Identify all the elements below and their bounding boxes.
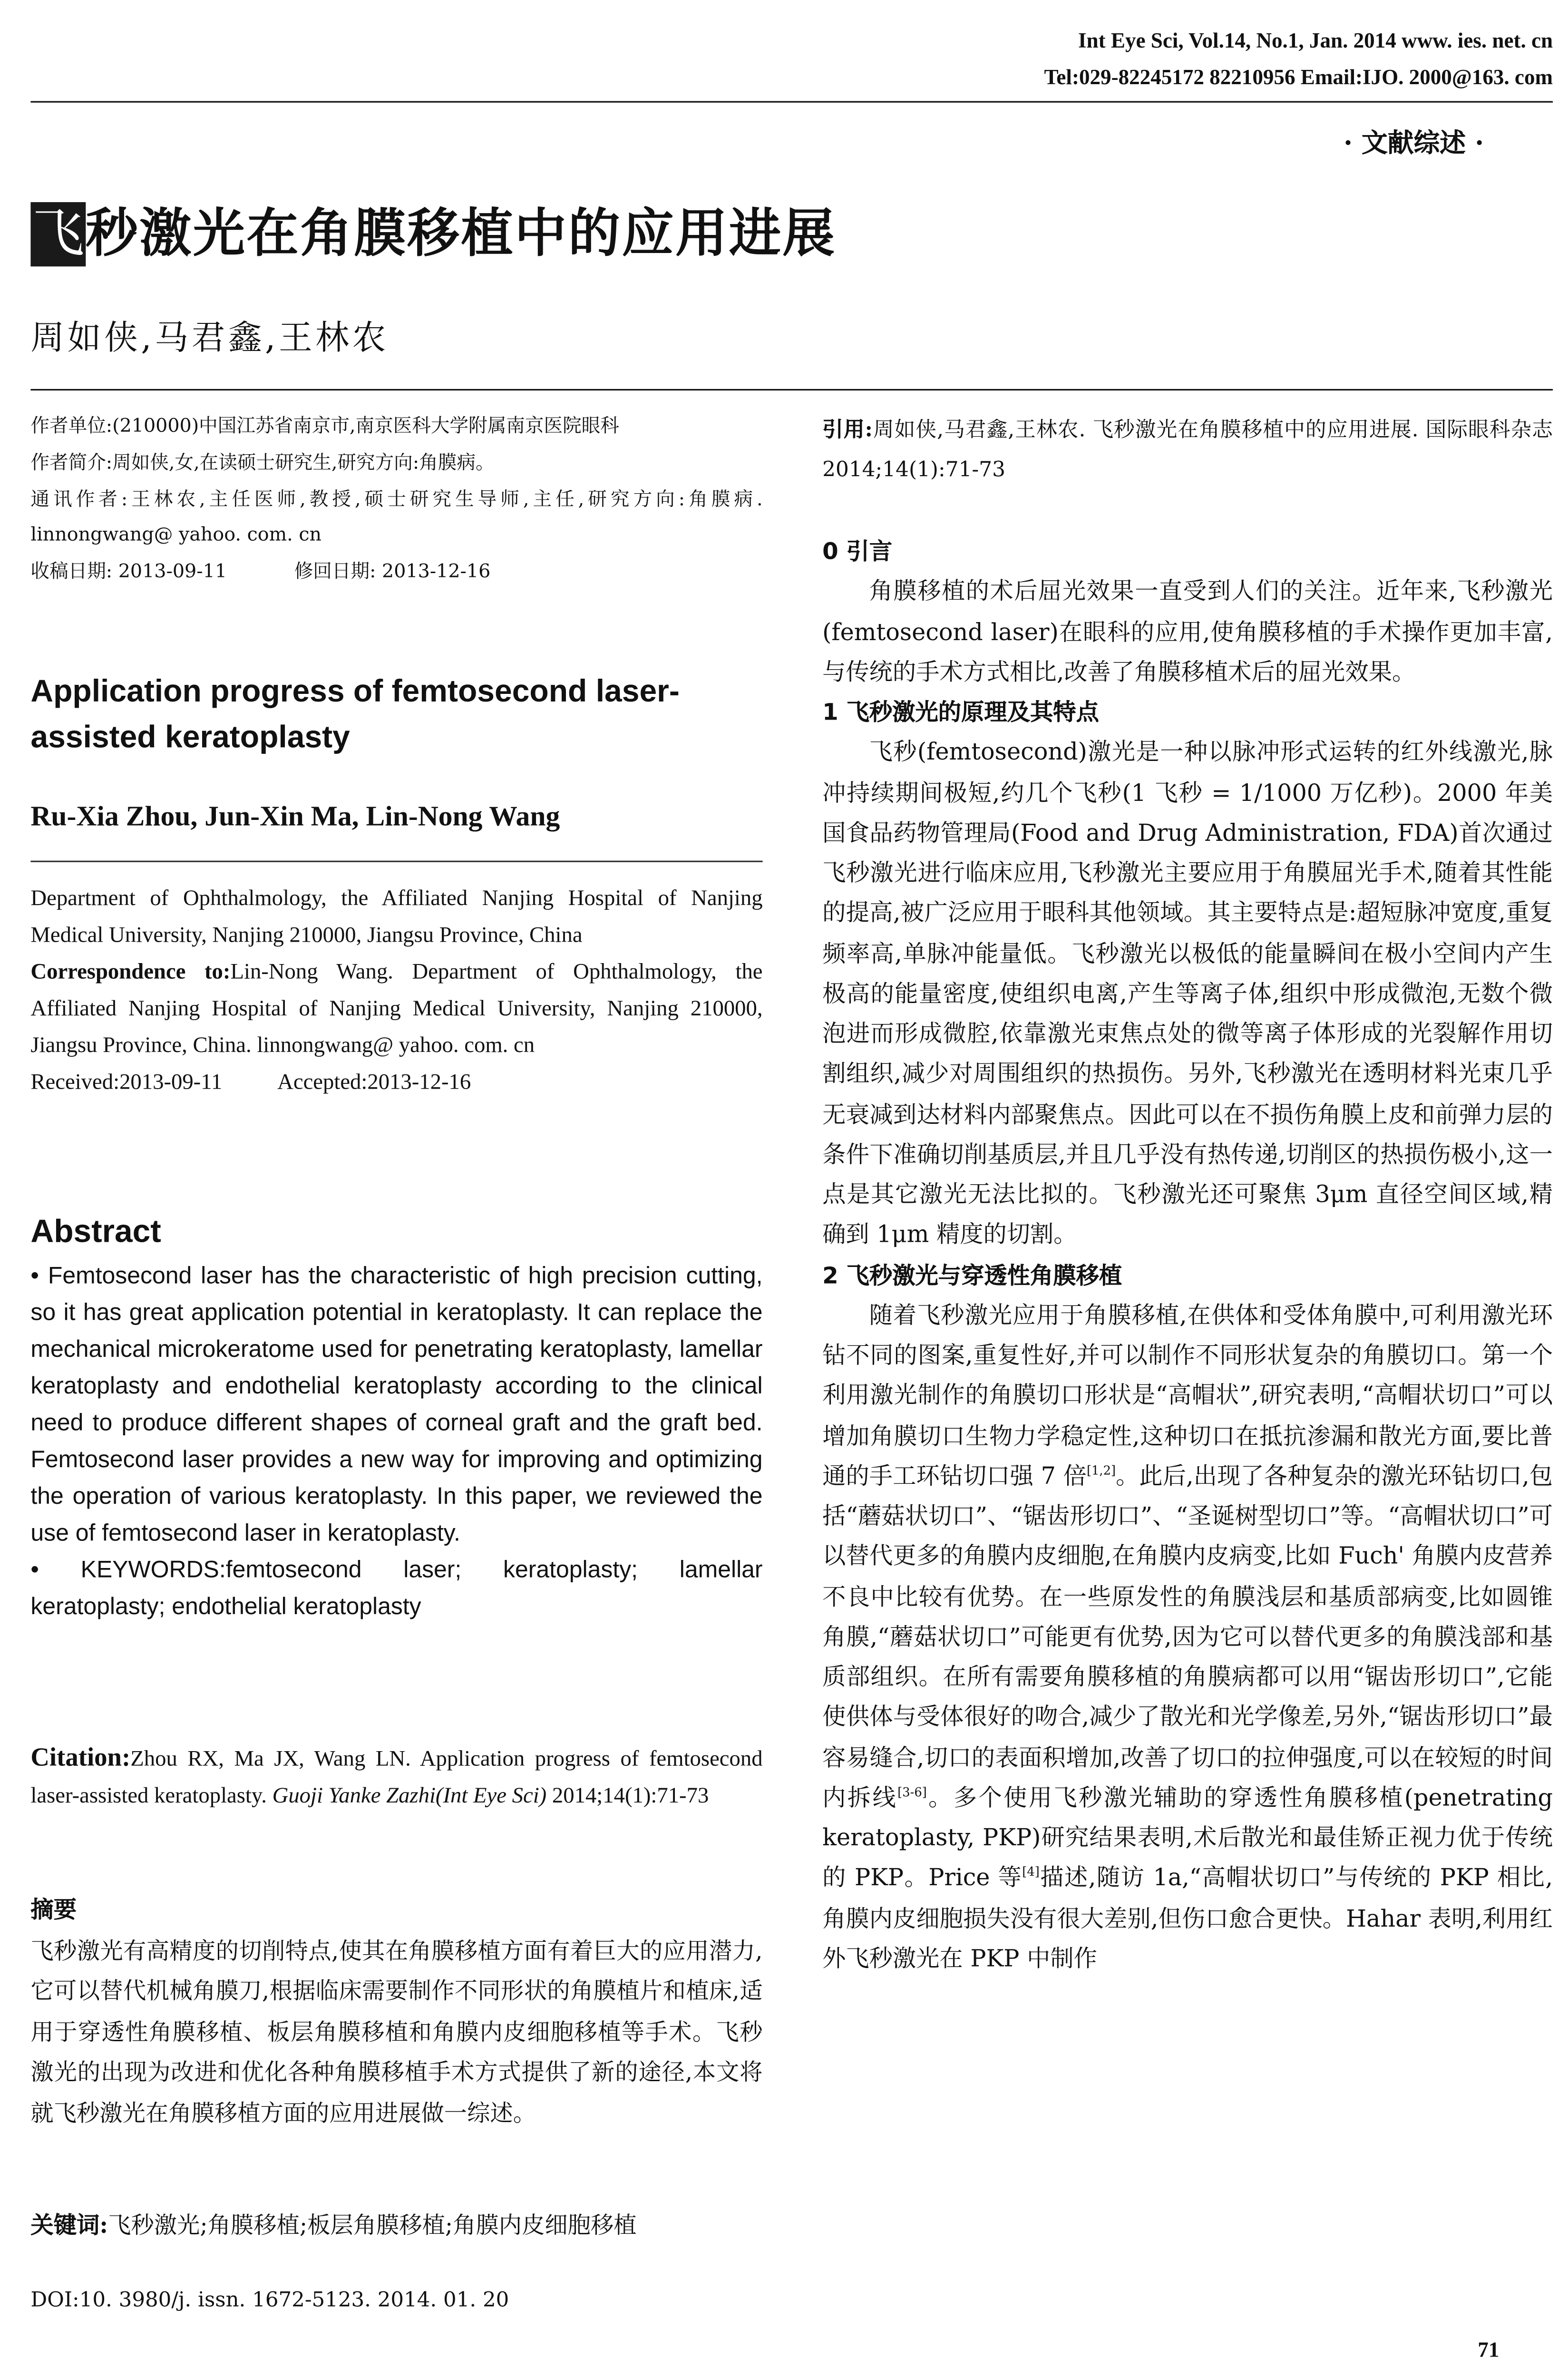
title-text: 秒激光在角膜移植中的应用进展 <box>86 204 837 265</box>
citation-main: Zhou RX, Ma JX, Wang LN. Application progress of femtosecond laser-assisted keratoplasty. <box>30 1747 763 1809</box>
paragraph-0: 角膜移植的术后屈光效果一直受到人们的关注。近年来,飞秒激光(femtosecond laser)在眼科的应用,使角膜移植的手术操作更加丰富,与传统的手术方式相比,改善了角膜移植术后的屈光效果。 <box>822 577 1553 686</box>
revised-date-cn: 修回日期: 2013-12-16 <box>294 561 491 583</box>
affiliation: 作者单位:(210000)中国江苏省南京市,南京医科大学附属南京医院眼科 <box>30 415 619 437</box>
journal-header-line1: Int Eye Sci, Vol.14, No.1, Jan. 2014 www. ies. net. cn <box>1078 30 1553 54</box>
paragraph-2-part-d: 描述,随访 1a,“高帽状切口”与传统的 PKP 相比,角膜内皮细胞损失没有很大差别,但伤口愈合更快。Hahar 表明,利用红外飞秒激光在 PKP 中制作 <box>822 1864 1553 1972</box>
correspondence-text: Lin-Nong Wang. Department of Ophthalmology, the Affiliated Nanjing Hospital of Nanjing Medical University, Nanjing 210000, Jiangsu Province, China. linnongwang@ yahoo. com. cn <box>30 960 763 1059</box>
keywords-text: femtosecond laser; keratoplasty; lamellar keratoplasty; endothelial keratoplasty <box>30 1557 763 1620</box>
reference-1-2: [1,2] <box>1086 1463 1116 1478</box>
section-1-heading: 1 飞秒激光的原理及其特点 <box>822 698 1099 726</box>
accepted-date-en: Accepted:2013-12-16 <box>277 1070 471 1095</box>
cn-keywords-label: 关键词: <box>30 2211 108 2239</box>
cn-abstract-text: 飞秒激光有高精度的切削特点,使其在角膜移植方面有着巨大的应用潜力,它可以替代机械角膜刀,根据临床需要制作不同形状的角膜植片和植床,适用于穿透性角膜移植、板层角膜移植和角膜内皮细胞移植等手术。飞秒激光的出现为改进和优化各种角膜移植手术方式提供了新的途径,本文将就飞秒激光在角膜移植方面的应用进展做一综述。 <box>30 1937 763 2127</box>
received-date-cn: 收稿日期: 2013-09-11 <box>30 561 227 583</box>
english-title: Application progress of femtosecond laser-assisted keratoplasty <box>30 673 680 755</box>
english-divider <box>30 861 762 862</box>
citation-label: Citation: <box>30 1743 131 1772</box>
section-0-heading: 0 引言 <box>822 537 893 565</box>
correspondence-label: Correspondence to: <box>30 960 231 985</box>
cn-abstract-heading: 摘要 <box>30 1896 77 1924</box>
paragraph-2 <box>822 1295 1553 1978</box>
citation-journal: Guoji Yanke Zazhi(Int Eye Sci) <box>272 1784 547 1809</box>
abstract-body <box>30 1259 762 1627</box>
citation-cn-label: 引用: <box>822 418 873 443</box>
english-affiliation-block <box>30 881 762 1101</box>
title-first-char: 飞 <box>30 202 86 266</box>
left-column-metadata <box>30 409 762 591</box>
citation-cn-text: 周如侠,马君鑫,王林农. 飞秒激光在角膜移植中的应用进展. 国际眼科杂志 2014;14(1):71-73 <box>822 418 1553 483</box>
reference-4: [4] <box>1022 1865 1040 1880</box>
paragraph-2-part-b: 。此后,出现了各种复杂的激光环钻切口,包括“蘑菇状切口”、“锯齿形切口”、“圣诞树型切口”等。“高帽状切口”可以替代更多的角膜内皮细胞,在角膜内皮病变,比如 Fuch' 角膜内皮营养不良中比较有优势。在一些原发性的角膜浅层和基质部病变,比如圆锥角膜,“蘑菇状切口”可能更有优势,因为它可以替代更多的角膜浅部和基质部组织。在所有需要角膜移植的角膜病都可以用“锯齿形切口”,它能使供体与受体很好的吻合,减少了散光和光学像差,另外,“锯齿形切口”最容易缝合,切口的表面积增加,改善了切口的拉伸强度,可以在较短的时间内拆线 <box>822 1462 1553 1812</box>
received-date-en: Received:2013-09-11 <box>30 1070 223 1095</box>
citation-cn <box>822 410 1553 490</box>
paragraph-1: 飞秒(femtosecond)激光是一种以脉冲形式运转的红外线激光,脉冲持续期间极短,约几个飞秒(1 飞秒 = 1/1000 万亿秒)。2000 年美国食品药物管理局(Food and Drug Administration, FDA)首次通过飞秒激光进行临床应用,飞秒激光主要应用于角膜屈光手术,随着其性能的提高,被广泛应用于眼科其他领域。其主要特点是:超短脉冲宽度,重复频率高,单脉冲能量低。飞秒激光以极低的能量瞬间在极小空间内产生极高的能量密度,使组织电离,产生等离子体,组织中形成微泡,无数个微泡进而形成微腔,依靠激光束焦点处的微等离子体形成的光裂解作用切割组织,减少对周围组织的热损伤。另外,飞秒激光在透明材料光束几乎无衰减到达材料内部聚焦点。因此可以在不损伤角膜上皮和前弹力层的条件下准确切削基质层,并且几乎没有热传递,切削区的热损伤极小,这一点是其它激光无法比拟的。飞秒激光还可聚焦 3μm 直径空间区域,精确到 1μm 精度的切割。 <box>822 738 1553 1249</box>
corresponding-author: 通讯作者:王林农,主任医师,教授,硕士研究生导师,主任,研究方向:角膜病. linnongwang@ yahoo. com. cn <box>30 487 763 546</box>
paragraph-2-part-a: 随着飞秒激光应用于角膜移植,在供体和受体角膜中,可利用激光环钻不同的图案,重复性好,并可以制作不同形状复杂的角膜切口。第一个利用激光制作的角膜切口形状是“高帽状”,研究表明,“高帽状切口”可以增加角膜切口生物力学稳定性,这种切口在抵抗渗漏和散光方面,要比普通的手工环钻切口强 7 倍 <box>822 1301 1553 1490</box>
author-bio: 作者简介:周如侠,女,在读硕士研究生,研究方向:角膜病。 <box>30 451 495 473</box>
section-2-heading: 2 飞秒激光与穿透性角膜移植 <box>822 1261 1122 1289</box>
article-title <box>30 202 836 276</box>
keywords-label: • KEYWORDS: <box>30 1557 226 1584</box>
reference-3-6: [3-6] <box>897 1785 927 1799</box>
paragraph-2-part-c: 。多个使用飞秒激光辅助的穿透性角膜移植(penetrating keratoplasty, PKP)研究结果表明,术后散光和最佳矫正视力优于传统的 PKP。Price 等 <box>822 1783 1553 1892</box>
journal-header-line2: Tel:029-82245172 82210956 Email:IJO. 2000@163. com <box>1044 67 1553 90</box>
cn-keywords-text: 飞秒激光;角膜移植;板层角膜移植;角膜内皮细胞移植 <box>108 2211 637 2239</box>
english-department: Department of Ophthalmology, the Affiliated Nanjing Hospital of Nanjing Medical University, Nanjing 210000, Jiangsu Province, China <box>30 887 763 948</box>
abstract-text: • Femtosecond laser has the characteristic of high precision cutting, so it has great application potential in keratoplasty. It can replace the mechanical microkeratome used for penetrating keratoplasty, lamellar keratoplasty and endothelial keratoplasty according to the clinical need to produce different shapes of corneal graft and the graft bed. Femtosecond laser provides a new way for improving and optimizing the operation of various keratoplasty. In this paper, we reviewed the use of femtosecond laser in keratoplasty. <box>30 1263 763 1547</box>
english-authors: Ru-Xia Zhou, Jun-Xin Ma, Lin-Nong Wang <box>30 802 560 833</box>
right-column-body <box>822 531 1553 1978</box>
authors-cn: 周如侠,马君鑫,王林农 <box>30 320 389 359</box>
cn-keywords <box>30 2205 762 2246</box>
citation-tail: 2014;14(1):71-73 <box>546 1784 709 1809</box>
header-rule <box>30 101 1553 103</box>
column-tag: · 文献综述 · <box>1343 128 1484 159</box>
abstract-heading: Abstract <box>30 1214 161 1250</box>
page-number: 71 <box>1478 2340 1500 2363</box>
title-rule <box>30 389 1553 390</box>
doi: DOI:10. 3980/j. issn. 1672-5123. 2014. 01. 20 <box>30 2288 509 2313</box>
citation-en <box>30 1740 762 1815</box>
